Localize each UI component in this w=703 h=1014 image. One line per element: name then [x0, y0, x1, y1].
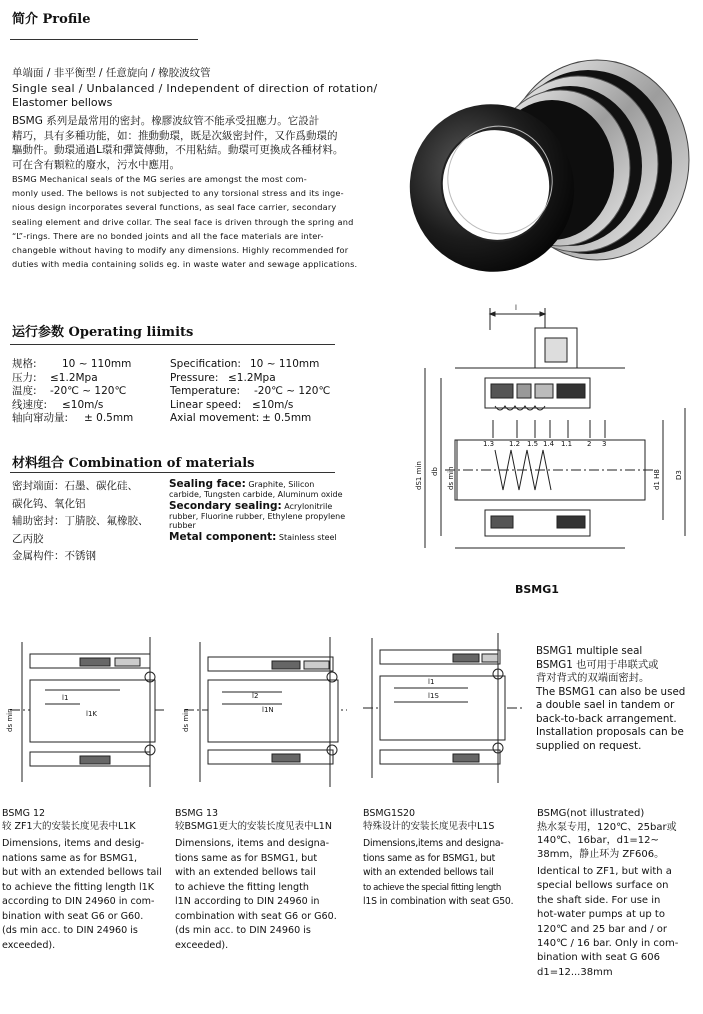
- metal-label: Metal component:: [169, 530, 277, 543]
- bsmg-en-line: hot-water pumps at up to: [537, 909, 665, 921]
- bsmg12-subtitle: 较 ZF1大的安装长度见表中L1K: [2, 820, 136, 832]
- bsmg12-body-line: Dimensions, items and desig-: [2, 838, 145, 849]
- desc-en-line: nious design incorporates several functions, as seal face carrier, secondary: [12, 202, 337, 213]
- multi-line: BSMG1 multiple seal: [536, 645, 643, 657]
- profile-type-en-1: Single seal / Unbalanced / Independent of direction of rotation/: [12, 82, 378, 95]
- operating-title: 运行参数 Operating liimits: [12, 325, 194, 340]
- materials-en: [169, 480, 347, 543]
- bsmg-cn-line: 热水泵专用，120℃、25bar或: [537, 821, 677, 833]
- bsmg13-dim-ds: ds min: [182, 708, 190, 732]
- bsmg1s20-body-line: l1S in combination with seat G50.: [363, 896, 514, 907]
- bsmg-en-line: the shaft side. For use in: [537, 894, 661, 906]
- bsmg1s20-subtitle: 特殊设计的安装长度见表中L1S: [363, 820, 495, 832]
- mat-cn-line: 金属构件：不锈钢: [12, 550, 96, 562]
- sealing-face-text: Graphite, Silicon carbide, Tungsten carbide, Aluminum oxide: [169, 480, 343, 499]
- profile-title: 简介 Profile: [12, 12, 91, 27]
- bsmg-cn-line: 38mm，静止环为 ZF606。: [537, 848, 665, 860]
- bsmg12-dim-ds: ds min: [6, 708, 14, 732]
- op-en-row: Linear speed: ≤10m/s: [170, 398, 294, 411]
- bsmg12-body-line: nations same as for BSMG1,: [2, 852, 138, 864]
- mat-cn-line: 密封端面：石墨、碳化硅、: [12, 480, 138, 492]
- bsmg-en-line: 140℃ / 16 bar. Only in com-: [537, 938, 679, 950]
- dim-db-label: db: [431, 467, 439, 476]
- op-en-row: Temperature: -20℃ ~ 120℃: [170, 385, 331, 397]
- profile-desc-cn: [12, 114, 382, 172]
- bsmg13-text: [175, 808, 355, 953]
- bsmg1s20-l1: l1: [428, 678, 435, 686]
- multi-line: BSMG1 也可用于串联式或: [536, 658, 659, 671]
- part-label: 1.5: [527, 440, 539, 448]
- dim-d3-label: D3: [675, 470, 683, 480]
- desc-en-line: changeble without having to modify any dimensions. Highly recommended for: [12, 245, 349, 256]
- desc-en-line: duties with media containing solids eg. in waste water and sewage applications.: [12, 259, 358, 270]
- op-en-row: Pressure: ≤1.2Mpa: [170, 371, 276, 384]
- part-label: 1.2: [509, 440, 521, 448]
- bsmg12-body-line: exceeded).: [2, 939, 56, 951]
- bsmg13-body-line: tions same as for BSMG1, but: [175, 852, 318, 864]
- bsmg12-body-line: bination with seat G6 or G60.: [2, 910, 144, 922]
- materials-rule: [10, 472, 335, 473]
- profile-type-cn: 单端面 / 非平衡型 / 任意旋向 / 橡胶波纹管: [12, 67, 211, 79]
- mat-cn-line: 乙丙胶: [12, 532, 44, 545]
- op-cn-row: 规格: 10 ~ 110mm: [12, 358, 132, 370]
- multi-line: back-to-back arrangement.: [536, 712, 677, 725]
- bsmg1s20-body-line: tions same as for BSMG1, but: [363, 852, 496, 864]
- op-en-row: Specification: 10 ~ 110mm: [170, 358, 320, 370]
- bsmg-en-line: Identical to ZF1, but with a: [537, 866, 672, 877]
- part-label: 3: [602, 440, 607, 448]
- seal-product-photo: [392, 48, 697, 283]
- op-en-row: Axial movement: ± 0.5mm: [170, 412, 312, 424]
- bsmg-en-line: special bellows surface on: [537, 880, 669, 892]
- bsmg13-drawing: [172, 632, 352, 792]
- desc-cn-line: 可在含有顆粒的廢水，污水中應用。: [12, 158, 180, 171]
- multi-line: The BSMG1 can also be used: [536, 685, 686, 698]
- mat-cn-line: 辅助密封：丁腈胶、氟橡胶、: [12, 515, 149, 527]
- bsmg12-body-line: according to DIN 24960 in com-: [2, 896, 155, 907]
- dim-ds1-label: dS1 min: [415, 461, 423, 490]
- bsmg13-body-line: Dimensions, items and designa-: [175, 838, 330, 849]
- bsmg12-drawing: [0, 632, 170, 792]
- secondary-sealing-label: Secondary sealing:: [169, 500, 282, 512]
- bsmg-text: [537, 808, 702, 980]
- materials-cn: [12, 478, 149, 566]
- multi-line: a double sael in tandem or: [536, 699, 675, 711]
- bsmg13-l1n: l1N: [262, 706, 274, 714]
- bsmg1-drawing: [395, 300, 700, 575]
- dim-l-label: l: [515, 304, 517, 312]
- mat-cn-line: 碳化钨、氧化铝: [12, 497, 86, 510]
- profile-type-en-2: Elastomer bellows: [12, 96, 113, 109]
- operating-cn-list: [12, 358, 133, 426]
- metal-text: Stainless steel: [278, 532, 337, 542]
- sealing-face-label: Sealing face:: [169, 478, 246, 490]
- desc-en-line: “L”-rings. There are no bonded joints and all the face materials are inter-: [12, 230, 324, 241]
- multi-line: 背对背式的双端面密封。: [536, 672, 650, 684]
- bsmg1s20-drawing: [358, 628, 528, 788]
- dim-ds-label: ds min: [447, 466, 455, 490]
- desc-en-line: sealing element and drive collar. The seal face is driven through the spring and: [12, 216, 354, 227]
- bsmg13-body-line: to achieve the fitting length: [175, 881, 309, 893]
- bsmg1s20-text: [363, 808, 531, 910]
- bsmg1-caption: BSMG1: [515, 583, 559, 596]
- bsmg12-body-line: to achieve the fitting length l1K: [2, 881, 155, 893]
- bsmg12-body-line: but with an extended bellows tail: [2, 867, 162, 878]
- op-cn-row: 压力: ≤1.2Mpa: [12, 371, 98, 384]
- bsmg12-l1: l1: [62, 694, 69, 702]
- bsmg13-body-line: with an extended bellows tail: [175, 867, 316, 878]
- bsmg-title: BSMG(not illustrated): [537, 808, 645, 819]
- desc-cn-line: BSMG 系列是最常用的密封。橡膠波紋管不能承受扭應力。它設計: [12, 115, 320, 127]
- secondary-sealing-text: Acrylonitrile rubber, Fluorine rubber, Ethylene propylene rubber: [169, 502, 346, 530]
- multi-line: supplied on request.: [536, 739, 642, 752]
- part-label: 1.4: [543, 440, 555, 448]
- bsmg12-title: BSMG 12: [2, 808, 46, 819]
- bsmg-en-line: d1=12...38mm: [537, 966, 613, 978]
- op-cn-row: 轴向窜动量: ± 0.5mm: [12, 412, 134, 424]
- bsmg1s20-body-line: Dimensions,items and designa-: [363, 838, 504, 849]
- part-label: 1.3: [483, 440, 495, 448]
- dim-d1-label: d1 H8: [653, 469, 661, 490]
- bsmg-cn-line: 140℃、16bar，d1=12~: [537, 835, 659, 846]
- bsmg13-l2: l2: [252, 692, 259, 700]
- bsmg1s20-body-line: to achieve the special fitting length: [363, 882, 501, 893]
- bsmg12-body-line: (ds min acc. to DIN 24960 is: [2, 925, 138, 936]
- op-cn-row: 温度: -20℃ ~ 120℃: [12, 385, 127, 397]
- bsmg1s20-l1s: l1S: [428, 692, 439, 700]
- multi-line: Installation proposals can be: [536, 726, 684, 738]
- bsmg13-body-line: l1N according to DIN 24960 in: [175, 896, 320, 907]
- desc-cn-line: 精巧，具有多種功能，如：推動動環，既是次級密封件，又作爲動環的: [12, 129, 338, 142]
- bsmg-en-line: bination with seat G 606: [537, 952, 660, 964]
- op-cn-row: 线速度: ≤10m/s: [12, 398, 104, 411]
- bsmg12-l1k: l1K: [86, 710, 97, 718]
- operating-en-list: [170, 358, 330, 426]
- bsmg12-text: [2, 808, 167, 953]
- desc-en-line: monly used. The bellows is not subjected to any torsional stress and its inge-: [12, 188, 344, 199]
- profile-rule: [10, 39, 198, 40]
- operating-rule: [10, 344, 335, 345]
- bsmg-en-line: 120℃ and 25 bar and / or: [537, 923, 667, 935]
- bsmg1-multiple-text: [536, 645, 701, 753]
- desc-en-line: BSMG Mechanical seals of the MG series are amongst the most com-: [12, 174, 307, 184]
- bsmg13-body-line: combination with seat G6 or G60.: [175, 910, 337, 922]
- bsmg13-title: BSMG 13: [175, 808, 219, 819]
- secondary-sealing-block: [169, 502, 347, 531]
- bsmg1s20-body-line: with an extended bellows tail: [363, 867, 494, 878]
- part-label: 1.1: [561, 440, 573, 448]
- bsmg13-body-line: (ds min acc. to DIN 24960 is: [175, 925, 311, 936]
- metal-block: [169, 532, 347, 543]
- materials-title: 材料组合 Combination of materials: [12, 456, 255, 471]
- sealing-face-block: [169, 480, 347, 499]
- bsmg13-subtitle: 较BSMG1更大的安装长度见表中L1N: [175, 820, 332, 832]
- desc-cn-line: 驅動件。動環通過L環和彈簧傳動，不用粘結。動環可更換成各種材料。: [12, 144, 344, 156]
- part-label: 2: [587, 440, 592, 448]
- bsmg1s20-title: BSMG1S20: [363, 808, 416, 819]
- profile-desc-en: [12, 172, 382, 271]
- bsmg13-body-line: exceeded).: [175, 939, 229, 951]
